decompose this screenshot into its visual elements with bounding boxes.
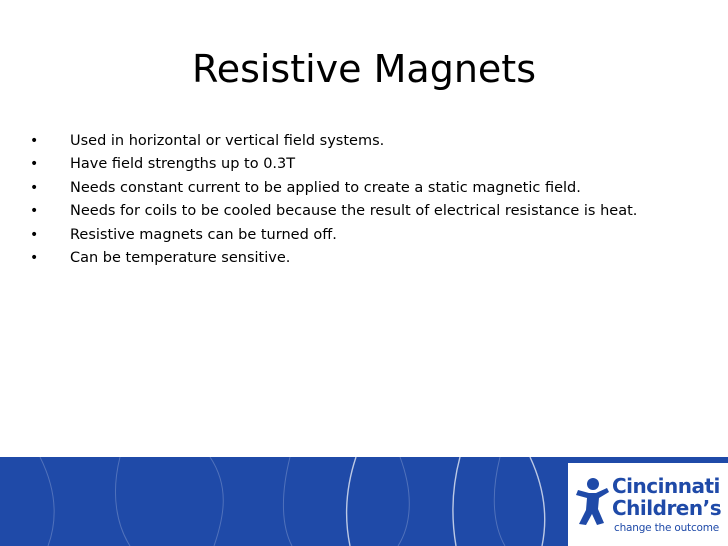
bullet-list [0,130,637,270]
bullet-text: Can be temperature sensitive. [70,249,291,266]
bullet-text: Needs constant current to be applied to create a static magnetic field. [70,179,581,196]
logo-text-line2: Children’s [612,496,722,520]
bullet-dot: • [30,133,39,149]
bullet-item [0,177,637,200]
bullet-dot: • [30,203,39,220]
logo-tagline: change the outcome [614,522,720,534]
bullet-item [0,200,637,223]
logo-text-line1: Cincinnati [612,474,720,498]
bullet-text: Have field strengths up to 0.3T [70,156,296,173]
bullet-dot: • [30,179,39,196]
bullet-item [0,130,637,153]
bullet-text: Resistive magnets can be turned off. [70,226,337,243]
bullet-text: Used in horizontal or vertical field systems. [70,133,385,149]
bullet-item [0,153,637,176]
bullet-dot: • [30,226,39,243]
logo [568,463,728,546]
bullet-dot: • [30,156,39,173]
child-figure-icon [574,477,610,527]
bullet-text: Needs for coils to be cooled because the result of electrical resistance is heat. [70,203,638,220]
bullet-item [0,247,637,270]
slide-title: Resistive Magnets [192,47,536,91]
bullet-item [0,224,637,247]
bullet-dot: • [30,249,39,266]
